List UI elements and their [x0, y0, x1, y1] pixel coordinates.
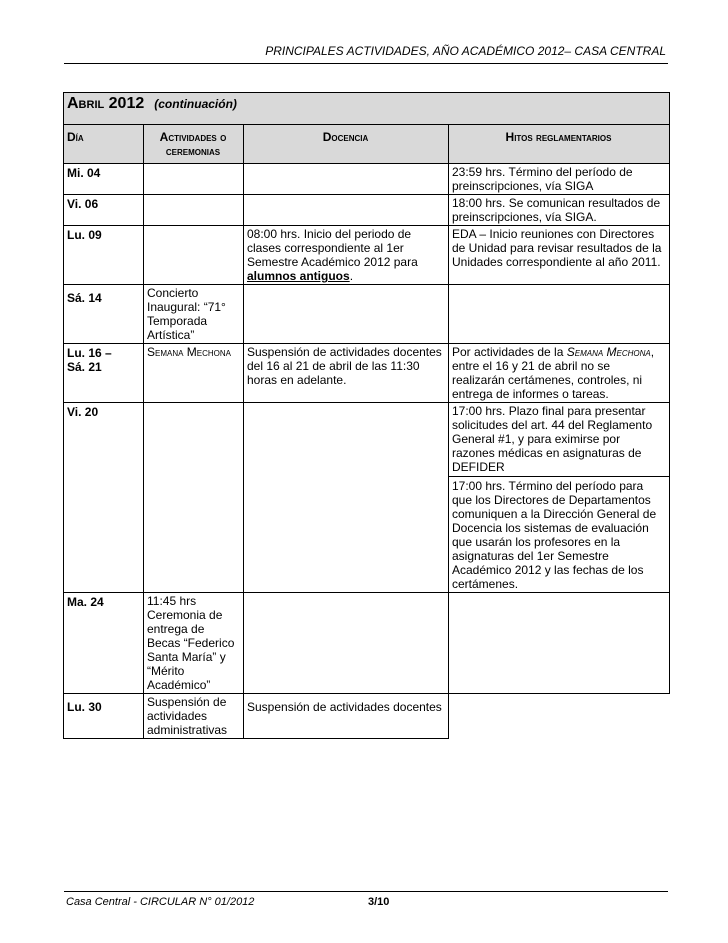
actividades-cell: Suspensión de actividades administrativas [144, 694, 244, 739]
table-row [64, 226, 670, 285]
hitos-cell [449, 344, 670, 403]
actividades-cell [144, 403, 244, 593]
day-cell: Lu. 09 [64, 226, 144, 285]
table-row [64, 164, 670, 195]
header-rule [64, 63, 668, 64]
docencia-cell: Suspensión de actividades docentes del 16 al 21 de abril de las 11:30 horas en adelante. [244, 344, 449, 403]
docencia-cell [244, 195, 449, 226]
page-number: 3/10 [368, 896, 390, 908]
hitos-cell [449, 593, 670, 694]
table-row [64, 694, 670, 739]
day-cell: Vi. 20 [64, 403, 144, 593]
actividades-cell [144, 195, 244, 226]
day-cell: Sá. 14 [64, 285, 144, 344]
docencia-cell [244, 285, 449, 344]
docencia-emphasis: alumnos antiguos [247, 269, 350, 283]
table-row [64, 195, 670, 226]
table-row [64, 403, 670, 593]
column-header-row [64, 125, 670, 164]
day-range-start: Lu. 16 – [67, 346, 112, 360]
day-cell: Vi. 06 [64, 195, 144, 226]
hitos-text: Por actividades de la [452, 345, 567, 359]
day-cell: Ma. 24 [64, 593, 144, 694]
footer-circular: Casa Central - CIRCULAR N° 01/2012 [66, 896, 255, 908]
hitos-text-end: , entre el 16 y 21 de abril no se realizarán certámenes, controles, ni entrega de informes o tareas. [452, 345, 655, 401]
col-header-hitos: Hitos reglamentarios [449, 125, 670, 164]
table-row [64, 344, 670, 403]
continuation-label: (continuación) [154, 97, 237, 111]
page-header-title: PRINCIPALES ACTIVIDADES, AÑO ACADÉMICO 2012– CASA CENTRAL [265, 44, 666, 58]
hitos-item: 17:00 hrs. Plazo final para presentar solicitudes del art. 44 del Reglamento General #1, y para eximirse por razones médicas en asignaturas de DEFIDER [452, 404, 653, 474]
actividades-cell: Concierto Inaugural: “71° Temporada Artística” [144, 285, 244, 344]
col-header-actividades: Actividades o ceremonias [144, 125, 244, 164]
day-cell: Mi. 04 [64, 164, 144, 195]
actividades-cell: 11:45 hrs Ceremonia de entrega de Becas “Federico Santa María” y “Mérito Académico” [144, 593, 244, 694]
col-header-dia: Día [64, 125, 144, 164]
docencia-cell: Suspensión de actividades docentes [244, 694, 449, 739]
docencia-cell [244, 593, 449, 694]
day-range-end: Sá. 21 [67, 360, 102, 374]
actividades-cell [144, 164, 244, 195]
actividades-cell [144, 226, 244, 285]
day-cell [64, 344, 144, 403]
docencia-cell [244, 226, 449, 285]
col-header-docencia: Docencia [244, 125, 449, 164]
docencia-cell [244, 403, 449, 593]
hitos-cell [449, 403, 670, 593]
table-title [64, 93, 670, 125]
table-row [64, 593, 670, 694]
month-title: Abril 2012 [67, 95, 145, 112]
calendar-table [63, 92, 670, 739]
docencia-cell [244, 164, 449, 195]
actividades-cell: Semana Mechona [144, 344, 244, 403]
docencia-text-end: . [349, 269, 354, 283]
hitos-item-second: 17:00 hrs. Término del período para que los Directores de Departamentos comuniquen a la Dirección General de Docencia los sistemas de evaluación que usarán los profesores en la asignaturas del 1er Semestre Académico 2012 y las fechas de los certámenes. [449, 476, 669, 591]
table-row [64, 285, 670, 344]
hitos-cell [449, 694, 670, 739]
hitos-cell: EDA – Inicio reuniones con Directores de Unidad para revisar resultados de la Unidades correspondiente al año 2011. [449, 226, 670, 285]
docencia-text: 08:00 hrs. Inicio del periodo de clases correspondiente al 1er Semestre Académico 2012 para [247, 227, 418, 269]
day-cell: Lu. 30 [64, 694, 144, 739]
hitos-cell [449, 285, 670, 344]
footer-rule [64, 891, 668, 892]
hitos-emphasis: Semana Mechona [566, 345, 651, 359]
hitos-cell: 23:59 hrs. Término del período de preinscripciones, vía SIGA [449, 164, 670, 195]
hitos-cell: 18:00 hrs. Se comunican resultados de preinscripciones, vía SIGA. [449, 195, 670, 226]
